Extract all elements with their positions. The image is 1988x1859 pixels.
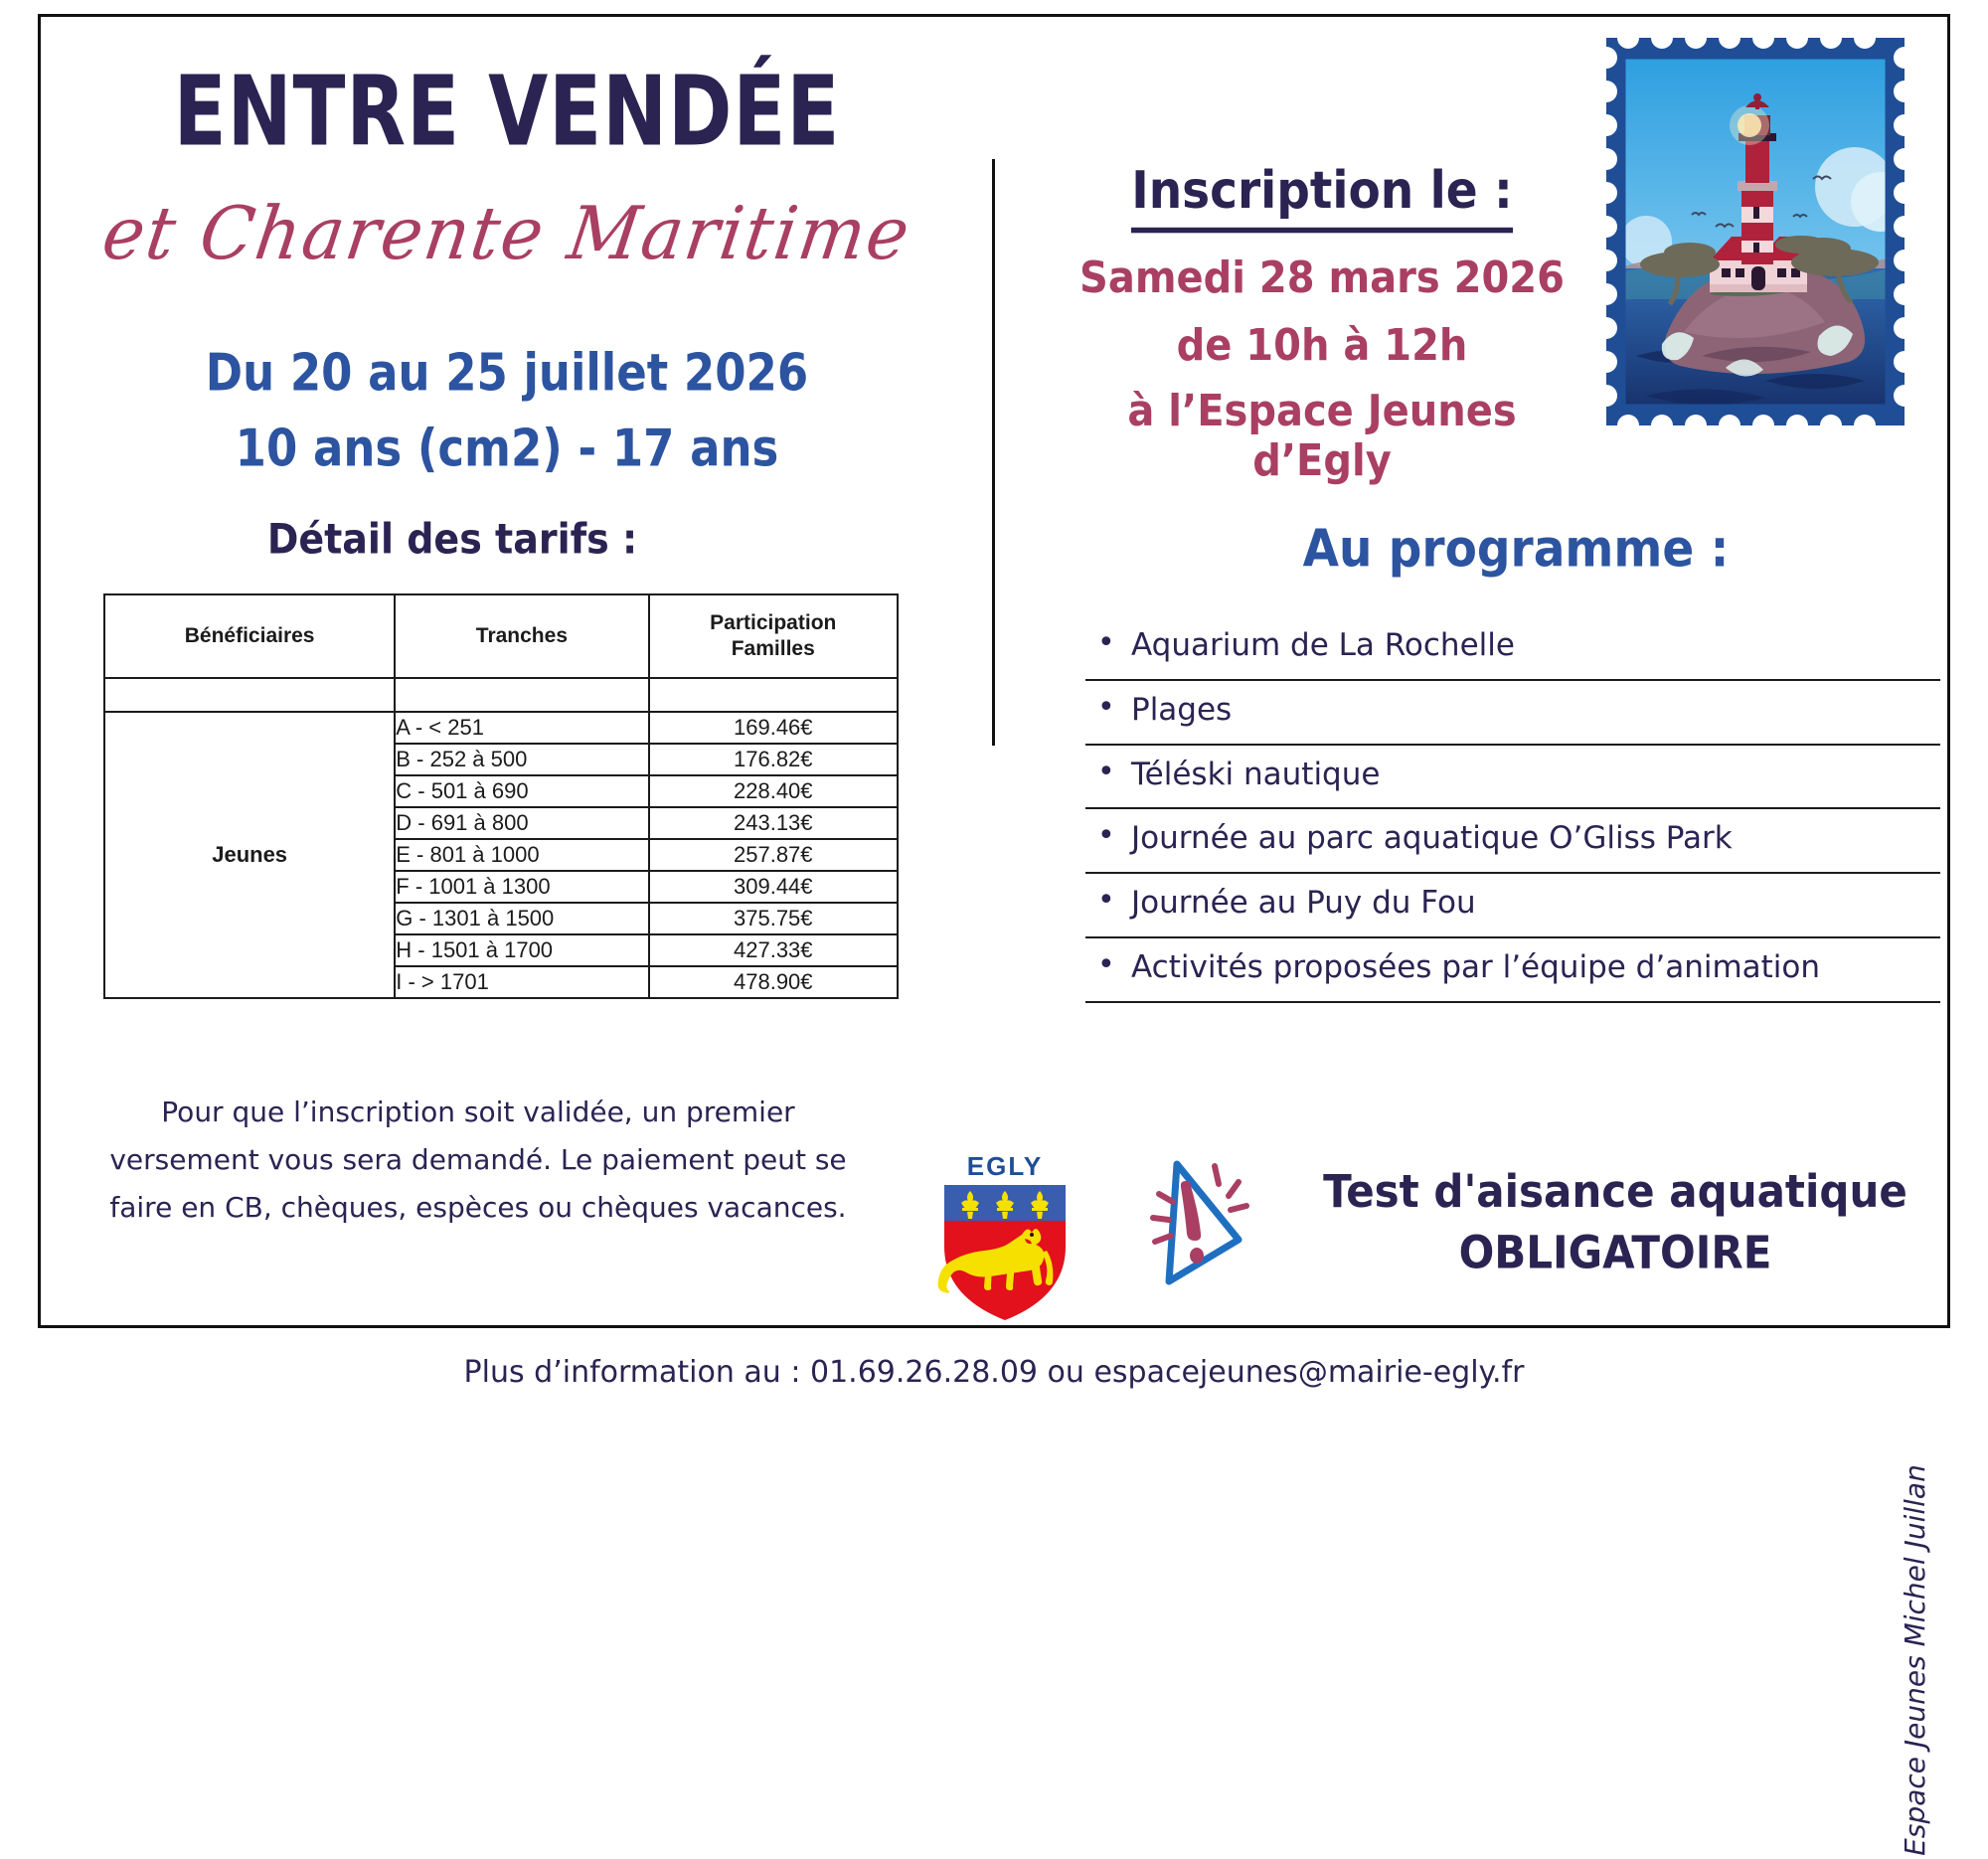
trip-dates: Du 20 au 25 juillet 2026 (205, 341, 809, 403)
vertical-caption: Espace Jeunes Michel Juillan (1899, 1464, 1931, 1856)
cell-participation: 427.33€ (649, 934, 898, 966)
cell-participation: 309.44€ (649, 871, 898, 903)
col-header-participation-line1: Participation (710, 610, 837, 634)
inscription-heading: Inscription le : (1131, 161, 1513, 234)
aisance-block (1143, 1148, 1938, 1297)
aisance-line1: Test d'aisance aquatique (1323, 1165, 1907, 1218)
page-subtitle: et Charente Maritime (97, 190, 916, 277)
programme-title: Au programme : (1302, 519, 1730, 580)
cell-participation: 228.40€ (649, 775, 898, 807)
col-header-beneficiaires: Bénéficiaires (104, 594, 395, 678)
list-item: • Aquarium de La Rochelle (1085, 616, 1940, 681)
list-item: • Activités proposées par l’équipe d’animation (1085, 938, 1940, 1003)
inscription-date: Samedi 28 mars 2026 (1079, 254, 1565, 303)
left-column (60, 25, 954, 478)
inscription-place: à l’Espace Jeunes d’Egly (1127, 387, 1517, 486)
cell-tranche: H - 1501 à 1700 (395, 934, 648, 966)
list-item: • Plages (1085, 681, 1940, 746)
list-item: • Journée au parc aquatique O’Gliss Park (1085, 809, 1940, 874)
list-item: • Téléski nautique (1085, 746, 1940, 810)
age-range: 10 ans (cm2) - 17 ans (235, 417, 779, 478)
cell-tranche: I - > 1701 (395, 966, 648, 998)
cell-participation: 243.13€ (649, 807, 898, 839)
table-row (104, 712, 898, 744)
cell-participation: 257.87€ (649, 839, 898, 871)
cell-participation: 169.46€ (649, 712, 898, 744)
egly-coat-of-arms-icon (930, 1151, 1079, 1325)
warning-exclamation-icon (1143, 1148, 1292, 1297)
col-header-participation-line2: Familles (731, 637, 815, 660)
svg-text:EGLY: EGLY (966, 1151, 1044, 1181)
col-header-tranches: Tranches (395, 594, 648, 678)
cell-tranche: B - 252 à 500 (395, 744, 648, 775)
table-spacer-row (104, 678, 898, 712)
payment-note: Pour que l’inscription soit validée, un premier versement vous sera demandé. Le paiement peut se faire en CB, chèques, espèces ou chèques vacances. (109, 1096, 847, 1225)
aisance-line2: OBLIGATOIRE (1458, 1226, 1772, 1279)
cell-tranche: A - < 251 (395, 712, 648, 744)
programme-list (1085, 616, 1940, 1003)
aisance-text (1292, 1162, 1938, 1283)
page-title: ENTRE VENDÉE (173, 55, 841, 168)
inscription-block (1054, 160, 1590, 486)
spacer-cell-right (649, 678, 898, 712)
cell-tranche: C - 501 à 690 (395, 775, 648, 807)
tarifs-section-title: Détail des tarifs : (266, 514, 638, 564)
cell-participation: 176.82€ (649, 744, 898, 775)
col-header-participation (649, 594, 898, 678)
inscription-hours: de 10h à 12h (1176, 321, 1468, 371)
cell-tranche: F - 1001 à 1300 (395, 871, 648, 903)
vertical-divider (992, 159, 995, 746)
cell-tranche: G - 1301 à 1500 (395, 903, 648, 934)
table-header-row (104, 594, 898, 678)
tarifs-table (103, 593, 899, 999)
cell-beneficiaire: Jeunes (104, 712, 395, 998)
footer-contact: Plus d’information au : 01.69.26.28.09 ou espacejeunes@mairie-egly.fr (463, 1355, 1525, 1390)
lighthouse-stamp-icon (1606, 38, 1905, 425)
list-item: • Journée au Puy du Fou (1085, 874, 1940, 938)
spacer-cell-left (104, 678, 395, 712)
cell-participation: 375.75€ (649, 903, 898, 934)
spacer-cell-mid (395, 678, 648, 712)
cell-tranche: E - 801 à 1000 (395, 839, 648, 871)
cell-tranche: D - 691 à 800 (395, 807, 648, 839)
cell-participation: 478.90€ (649, 966, 898, 998)
footer-separator-rule (38, 1325, 1950, 1328)
